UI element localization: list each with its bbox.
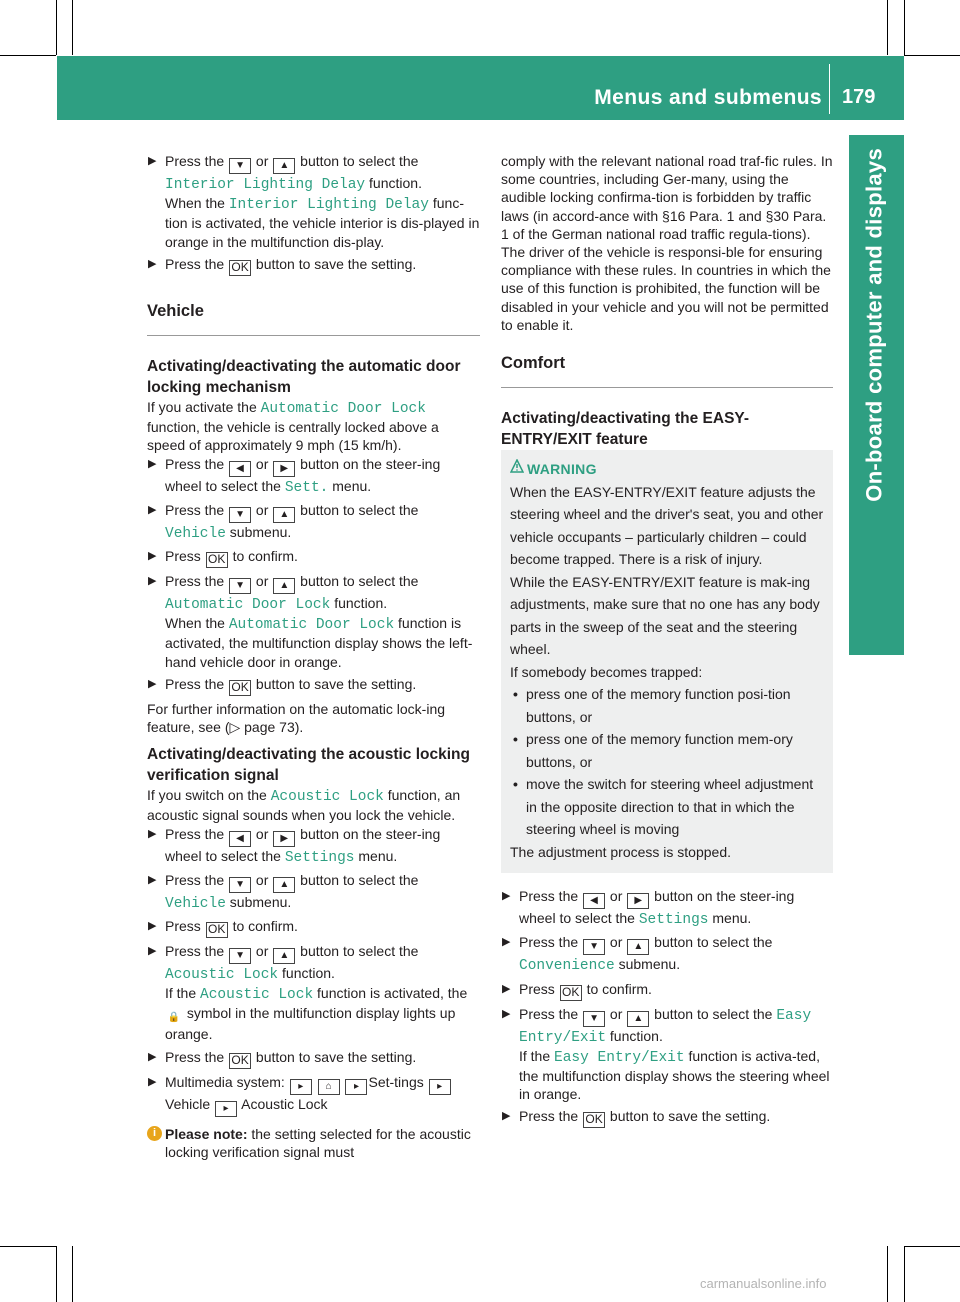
up-button-icon: ▲ <box>273 578 295 594</box>
instruction-step: ▶ Press the ◀ or ▶ button on the steer-ing wheel to select the Sett. menu. <box>147 455 480 497</box>
menu-item-name: Interior Lighting Delay <box>228 197 429 214</box>
crop-mark <box>887 1246 888 1302</box>
warning-text: If somebody becomes trapped: <box>510 663 703 680</box>
note-label: Please note: <box>165 1125 248 1142</box>
crop-mark <box>887 0 888 55</box>
crop-mark <box>56 1246 57 1302</box>
ok-button-icon: OK <box>229 260 251 276</box>
up-button-icon: ▲ <box>627 1011 649 1027</box>
instruction-step: ▶ Press OK to confirm. <box>147 917 480 938</box>
instruction-step: ▶ Press OK to confirm. <box>147 547 480 568</box>
subsection-heading: Activating/deactivating the automatic door locking mechanism <box>147 358 461 397</box>
down-button-icon: ▼ <box>229 948 251 964</box>
warning-text: While the EASY-ENTRY/EXIT feature is mak-ing adjustments, make sure that no one has any body parts in the sweep of the seat and the steering wheel. <box>510 573 820 658</box>
up-button-icon: ▲ <box>273 507 295 523</box>
menu-item-name: Vehicle <box>165 525 226 542</box>
chapter-tab-label: On-board computer and displays <box>862 148 887 502</box>
instruction-step: ▶ Press the OK button to save the setting. <box>501 1107 833 1128</box>
ok-button-icon: OK <box>229 1053 251 1069</box>
crop-mark <box>904 1246 960 1247</box>
menu-item-name: Acoustic Lock <box>165 967 279 984</box>
menu-item-name: Automatic Door Lock <box>228 617 395 634</box>
left-button-icon: ◀ <box>583 893 605 909</box>
instruction-step: ▶ Press the OK button to save the setting. <box>147 1048 480 1069</box>
section-heading: Comfort <box>501 354 566 373</box>
paragraph: comply with the relevant national road traf-fic rules. In some countries, including Ger-many, using the audible locking confirma-tion is forbidden by traffic laws (in accord-ance with §16 Para. 1 and §30 Para. 1 of the German national road traffic regula-tions). The driver of the vehicle is responsi-ble for ensuring compliance with these rules. In countries in which the use of this function is prohibited, the function will be disabled in your vehicle and you will not be permitted to enable it. <box>501 153 833 333</box>
up-button-icon: ▲ <box>273 158 295 174</box>
instruction-step: ▶ Press the ▼ or ▲ button to select the Easy Entry/Exit function. If the Easy Entry/Exit function is activa-ted, the multifunction display shows the steering wheel in orange. <box>501 1005 833 1104</box>
menu-arrow-icon: ▸ <box>345 1079 367 1095</box>
crop-mark <box>72 0 73 55</box>
paragraph: If you switch on the Acoustic Lock function, an acoustic signal sounds when you lock the vehicle. <box>147 787 461 824</box>
warning-text: When the EASY-ENTRY/EXIT feature adjusts the steering wheel and the driver's seat, you and other vehicle occupants – particularly children – could become trapped. There is a risk of injury. <box>510 483 824 568</box>
info-icon: i <box>147 1126 162 1141</box>
menu-arrow-icon: ▸ <box>429 1079 451 1095</box>
instruction-step: ▶ Press the ▼ or ▲ button to select the Vehicle submenu. <box>147 501 480 543</box>
down-button-icon: ▼ <box>583 939 605 955</box>
menu-item-name: Vehicle <box>165 895 226 912</box>
menu-item-name: Acoustic Lock <box>270 789 384 806</box>
menu-item-name: Settings <box>284 849 355 866</box>
subsection-heading: Activating/deactivating the acoustic locking verification signal <box>147 746 470 785</box>
home-icon: ⌂ <box>318 1079 340 1095</box>
instruction-step: ▶ Press the ◀ or ▶ button on the steer-ing wheel to select the Settings menu. <box>501 887 833 929</box>
right-column <box>501 152 833 1132</box>
left-button-icon: ◀ <box>229 831 251 847</box>
watermark: carmanualsonline.info <box>700 1276 827 1291</box>
instruction-step: ▶ Press the OK button to save the setting. <box>147 255 480 276</box>
menu-item-name: Settings <box>638 912 709 929</box>
instruction-step: ▶ Press the ▼ or ▲ button to select the Acoustic Lock function. If the Acoustic Lock function is activated, the 🔒 symbol in the multifunction display lights up orange. <box>147 942 480 1044</box>
instruction-step: ▶ Multimedia system: ▸ ⌂ ▸ Set-tings ▸Vehicle ▸ Acoustic Lock <box>147 1073 480 1117</box>
right-button-icon: ▶ <box>627 893 649 909</box>
ok-button-icon: OK <box>583 1112 605 1128</box>
down-button-icon: ▼ <box>229 877 251 893</box>
chapter-marker <box>849 593 904 638</box>
up-button-icon: ▲ <box>273 948 295 964</box>
warning-bullet: • move the switch for steering wheel adjustment in the opposite direction to that in which the steering wheel is moving <box>510 773 824 841</box>
section-title: Menus and submenus <box>594 86 822 109</box>
section-heading: Vehicle <box>147 301 204 320</box>
heading-rule <box>147 335 480 336</box>
left-button-icon: ◀ <box>229 461 251 477</box>
warning-triangle-icon <box>510 459 524 473</box>
header-divider <box>829 64 830 114</box>
menu-arrow-icon: ▸ <box>290 1079 312 1095</box>
crop-mark <box>0 55 56 56</box>
ok-button-icon: OK <box>229 680 251 696</box>
warning-bullet: • press one of the memory function posi-tion buttons, or <box>510 683 824 728</box>
right-button-icon: ▶ <box>273 461 295 477</box>
down-button-icon: ▼ <box>229 507 251 523</box>
menu-item-name: Convenience <box>519 958 615 975</box>
crop-mark <box>0 1246 56 1247</box>
menu-item-name: Easy Entry/Exit <box>519 1007 812 1046</box>
instruction-step: ▶ Press the OK button to save the setting. <box>147 675 480 696</box>
paragraph: If you activate the Automatic Door Lock function, the vehicle is centrally locked above a speed of approximately 9 mph (15 km/h). <box>147 399 439 454</box>
ok-button-icon: OK <box>206 922 228 938</box>
crop-mark <box>904 55 960 56</box>
instruction-step: ▶ Press the ▼ or ▲ button to select the Convenience submenu. <box>501 933 833 975</box>
instruction-step: ▶ Press the ▼ or ▲ button to select the Vehicle submenu. <box>147 871 480 913</box>
info-note: i Please note: the setting selected for the acoustic locking verification signal must <box>147 1125 480 1161</box>
menu-arrow-icon: ▸ <box>215 1101 237 1117</box>
down-button-icon: ▼ <box>229 158 251 174</box>
right-button-icon: ▶ <box>273 831 295 847</box>
instruction-step: ▶ Press the ◀ or ▶ button on the steer-ing wheel to select the Settings menu. <box>147 825 480 867</box>
ok-button-icon: OK <box>206 552 228 568</box>
instruction-step: ▶ Press the ▼ or ▲ button to select the Interior Lighting Delay function. When the Interior Lighting Delay func-tion is activated, the vehicle interior is dis-played in orange in the multifunction dis-play. <box>147 152 480 251</box>
menu-item-name: Sett. <box>284 479 329 496</box>
subsection-heading: Activating/deactivating the EASY-ENTRY/EXIT feature <box>501 410 750 449</box>
warning-box <box>501 450 833 873</box>
menu-item-name: Easy Entry/Exit <box>554 1049 685 1066</box>
left-column <box>147 152 480 1161</box>
menu-item-name: Automatic Door Lock <box>165 597 331 614</box>
down-button-icon: ▼ <box>229 578 251 594</box>
warning-heading: WARNING <box>527 458 824 481</box>
paragraph: For further information on the automatic lock-ing feature, see (▷ page 73). <box>147 700 446 736</box>
crop-mark <box>72 1246 73 1302</box>
warning-text: The adjustment process is stopped. <box>510 843 732 860</box>
up-button-icon: ▲ <box>627 939 649 955</box>
down-button-icon: ▼ <box>583 1011 605 1027</box>
crop-mark <box>904 1246 905 1302</box>
menu-item-name: Interior Lighting Delay <box>165 177 366 193</box>
menu-item-name: Acoustic Lock <box>200 987 314 1004</box>
page-number: 179 <box>842 86 876 108</box>
crop-mark <box>904 0 905 55</box>
menu-item-name: Automatic Door Lock <box>260 401 426 418</box>
instruction-step: ▶ Press OK to confirm. <box>501 980 833 1001</box>
instruction-step: ▶ Press the ▼ or ▲ button to select the Automatic Door Lock function. When the Automatic Door Lock function is activated, the multifunction display shows the left-hand vehicle door in orange. <box>147 572 480 671</box>
lock-icon: 🔒 <box>167 1012 181 1024</box>
heading-rule <box>501 387 833 388</box>
up-button-icon: ▲ <box>273 877 295 893</box>
ok-button-icon: OK <box>560 985 582 1001</box>
crop-mark <box>56 0 57 55</box>
warning-bullet: • press one of the memory function mem-ory buttons, or <box>510 728 824 773</box>
